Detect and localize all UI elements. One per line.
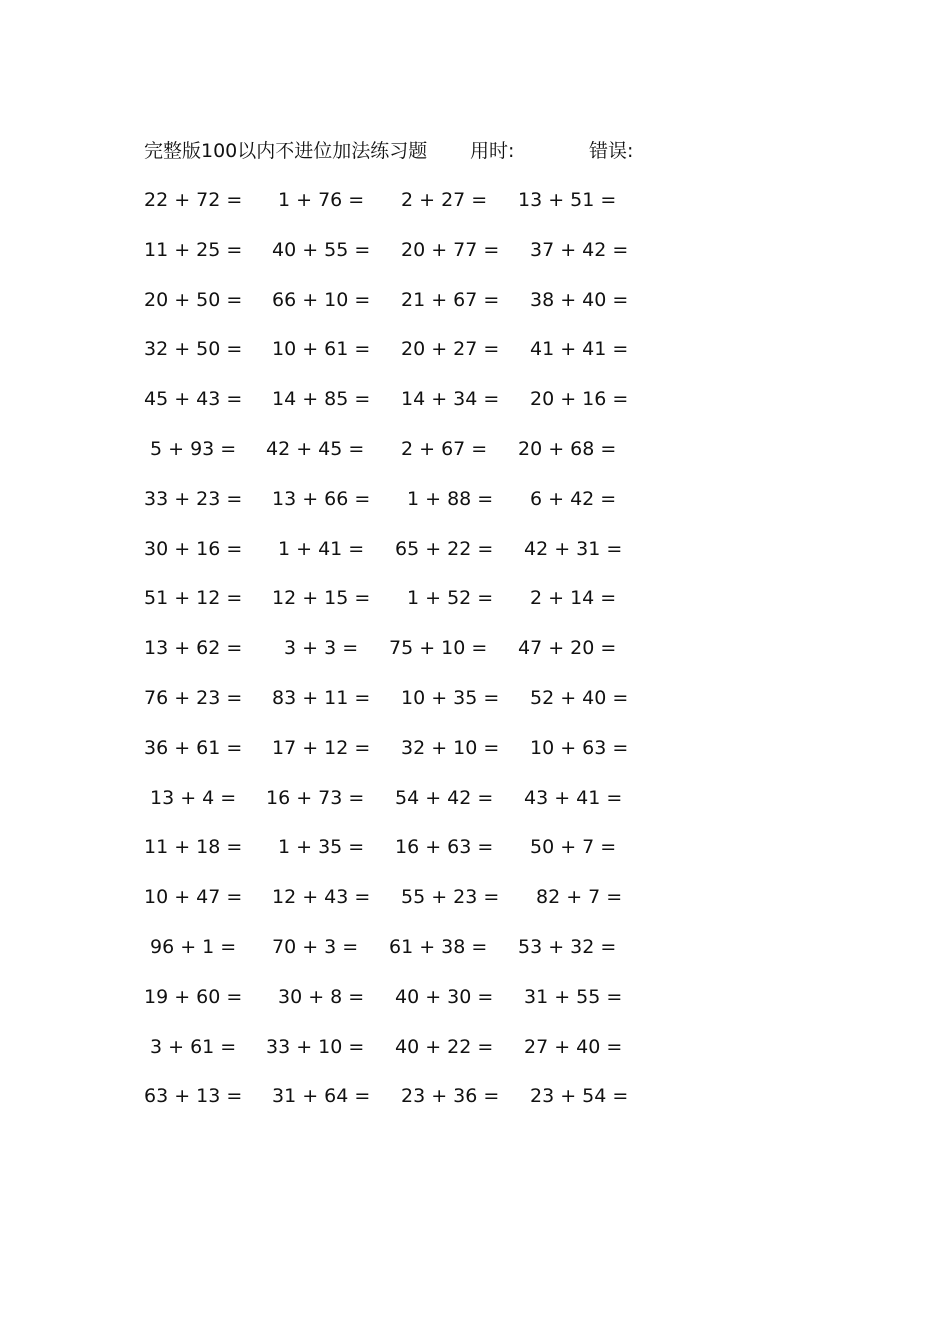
problem: 83 + 11 =	[272, 686, 371, 709]
problem: 38 + 40 =	[530, 288, 629, 311]
problem-row	[0, 634, 950, 684]
problem: 30 + 16 =	[144, 537, 243, 560]
problem: 20 + 68 =	[518, 437, 617, 460]
problem-row	[0, 684, 950, 734]
problem: 52 + 40 =	[530, 686, 629, 709]
problem: 1 + 76 =	[278, 189, 365, 211]
problem-row	[0, 883, 950, 933]
problem-row	[0, 1082, 950, 1132]
problem: 20 + 77 =	[401, 238, 500, 261]
problem: 14 + 85 =	[272, 388, 371, 411]
problem: 20 + 16 =	[530, 388, 629, 411]
problem: 45 + 43 =	[144, 388, 243, 411]
problem: 30 + 8 =	[278, 985, 365, 1008]
problem: 2 + 14 =	[530, 587, 617, 610]
problem: 12 + 15 =	[272, 587, 371, 610]
problem: 3 + 61 =	[150, 1035, 237, 1058]
problem: 13 + 66 =	[272, 487, 371, 510]
problem: 19 + 60 =	[144, 985, 243, 1008]
problem: 33 + 23 =	[144, 487, 243, 510]
problem: 10 + 63 =	[530, 736, 629, 759]
problem-row	[0, 186, 950, 236]
problem: 40 + 55 =	[272, 238, 371, 261]
problem: 41 + 41 =	[530, 338, 629, 361]
problem: 75 + 10 =	[389, 637, 488, 660]
worksheet-title: 完整版100以内不进位加法练习题	[144, 140, 428, 162]
problem-row	[0, 485, 950, 535]
problem-row	[0, 784, 950, 834]
problem: 61 + 38 =	[389, 935, 488, 958]
problem: 21 + 67 =	[401, 288, 500, 311]
problem: 6 + 42 =	[530, 487, 617, 510]
time-label: 用时:	[470, 140, 515, 162]
problem: 53 + 32 =	[518, 935, 617, 958]
problem: 22 + 72 =	[144, 189, 243, 211]
problem: 2 + 27 =	[401, 189, 488, 211]
problem: 10 + 35 =	[401, 686, 500, 709]
problem: 55 + 23 =	[401, 886, 500, 909]
problem: 70 + 3 =	[272, 935, 359, 958]
problem: 11 + 18 =	[144, 836, 243, 859]
problem: 23 + 54 =	[530, 1085, 629, 1108]
problem: 65 + 22 =	[395, 537, 494, 560]
problem: 10 + 47 =	[144, 886, 243, 909]
problem: 12 + 43 =	[272, 886, 371, 909]
problem: 42 + 45 =	[266, 437, 365, 460]
problem: 31 + 64 =	[272, 1085, 371, 1108]
problem: 36 + 61 =	[144, 736, 243, 759]
problem: 96 + 1 =	[150, 935, 237, 958]
problem: 27 + 40 =	[524, 1035, 623, 1058]
problem: 14 + 34 =	[401, 388, 500, 411]
problem-row	[0, 335, 950, 385]
problem: 10 + 61 =	[272, 338, 371, 361]
problem: 47 + 20 =	[518, 637, 617, 660]
problem: 23 + 36 =	[401, 1085, 500, 1108]
problem-row	[0, 385, 950, 435]
problem: 42 + 31 =	[524, 537, 623, 560]
problem: 16 + 63 =	[395, 836, 494, 859]
problem: 13 + 4 =	[150, 786, 237, 809]
problem: 66 + 10 =	[272, 288, 371, 311]
problem: 13 + 62 =	[144, 637, 243, 660]
problem: 31 + 55 =	[524, 985, 623, 1008]
problem: 5 + 93 =	[150, 437, 237, 460]
problem-row	[0, 833, 950, 883]
problem: 54 + 42 =	[395, 786, 494, 809]
error-label: 错误:	[589, 140, 634, 162]
problem: 40 + 22 =	[395, 1035, 494, 1058]
problem: 2 + 67 =	[401, 437, 488, 460]
problem-row	[0, 435, 950, 485]
problem-row	[0, 1033, 950, 1083]
problem: 20 + 27 =	[401, 338, 500, 361]
problem: 63 + 13 =	[144, 1085, 243, 1108]
problem: 1 + 52 =	[407, 587, 494, 610]
problem-row	[0, 983, 950, 1033]
problem-row	[0, 584, 950, 634]
problem: 37 + 42 =	[530, 238, 629, 261]
problem: 1 + 88 =	[407, 487, 494, 510]
problem: 3 + 3 =	[284, 637, 359, 660]
problem: 16 + 73 =	[266, 786, 365, 809]
problem: 82 + 7 =	[536, 886, 623, 909]
problem: 1 + 35 =	[278, 836, 365, 859]
problem-row	[0, 734, 950, 784]
problem: 1 + 41 =	[278, 537, 365, 560]
problem: 32 + 10 =	[401, 736, 500, 759]
problem: 51 + 12 =	[144, 587, 243, 610]
problem-row	[0, 933, 950, 983]
problem-row	[0, 236, 950, 286]
problem-row	[0, 535, 950, 585]
problem: 32 + 50 =	[144, 338, 243, 361]
problem: 33 + 10 =	[266, 1035, 365, 1058]
problem: 11 + 25 =	[144, 238, 243, 261]
problem-grid	[0, 186, 950, 1132]
problem-row	[0, 286, 950, 336]
problem: 13 + 51 =	[518, 189, 617, 211]
problem: 76 + 23 =	[144, 686, 243, 709]
problem: 50 + 7 =	[530, 836, 617, 859]
problem: 40 + 30 =	[395, 985, 494, 1008]
problem: 43 + 41 =	[524, 786, 623, 809]
problem: 17 + 12 =	[272, 736, 371, 759]
problem: 20 + 50 =	[144, 288, 243, 311]
